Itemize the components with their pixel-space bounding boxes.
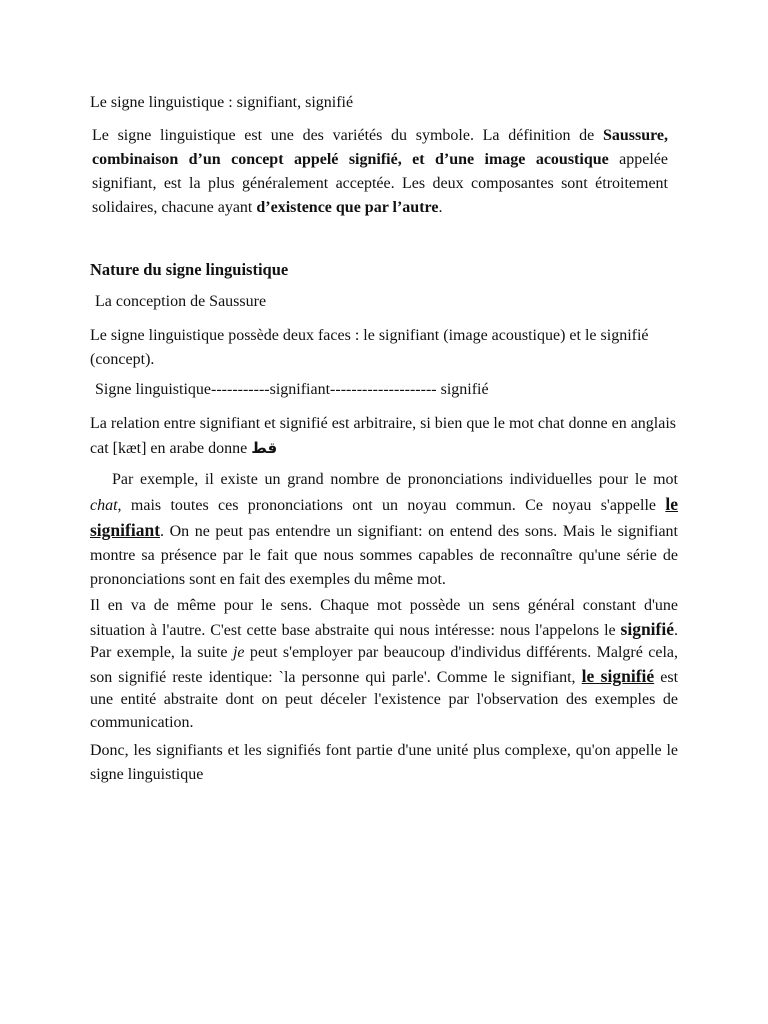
- sens-text-3: peut s'employer par beaucoup d'individus différents. Malgré cela, son signifié reste identique: `la personne qui parle'. Comme le signifiant,: [90, 644, 679, 686]
- intro-text-4: .: [438, 199, 443, 216]
- document-title: Le signe linguistique : signifiant, signifié: [90, 94, 354, 111]
- schema-line: Signe linguistique-----------signifiant-------------------- signifié: [95, 381, 489, 398]
- signifiant-italic-chat: chat: [90, 497, 118, 514]
- intro-bold-existence: d’existence que par l’autre: [256, 199, 439, 216]
- intro-bold-definition: Saussure, combinaison d’un concept appelé signifié, et d’une image acoustique: [92, 127, 669, 168]
- sens-bold-signifie: signifié: [620, 618, 674, 639]
- sens-paragraph: [90, 595, 678, 734]
- signifiant-text-2: , mais toutes ces prononciations ont un noyau commun. Ce noyau s'appelle: [117, 497, 657, 514]
- sens-text-4: est une entité abstraite dont on peut déceler l'existence par l'observation des exemples de communication.: [90, 668, 679, 731]
- signifiant-text-1: Par exemple, il existe un grand nombre de prononciations individuelles pour le mot: [112, 471, 678, 488]
- sens-text-2: . Par exemple, la suite: [90, 621, 678, 661]
- intro-text-1: Le signe linguistique est une des variétés du symbole. La définition de: [92, 127, 595, 144]
- signifiant-text-3: . On ne peut pas entendre un signifiant: on entend des sons. Mais le signifiant montre sa présence par le fait que nous sommes capables de reconnaître qu'une série de prononciations sont en fait des exemples du même mot.: [90, 523, 678, 588]
- faces-paragraph: Le signe linguistique possède deux faces : le signifiant (image acoustique) et le signifié (concept).: [90, 327, 649, 368]
- conception-line: La conception de Saussure: [95, 293, 267, 310]
- intro-text-3: sont étroitement solidaires, chacune ayant: [92, 175, 669, 216]
- sens-italic-je: je: [232, 644, 245, 661]
- sens-text-1: Il en va de même pour le sens. Chaque mot possède un sens général constant d'une situation à l'autre. C'est cette base abstraite qui nous intéresse: nous l'appelons le: [90, 597, 678, 639]
- section-heading: Nature du signe linguistique: [90, 260, 289, 279]
- signifiant-underlined-term: le signifiant: [90, 494, 678, 540]
- arabic-word: قط: [251, 439, 278, 457]
- sens-underlined-term: le signifié: [581, 665, 655, 686]
- intro-text-2: appelée signifiant, est la plus généralement acceptée. Les deux composantes: [92, 151, 669, 192]
- conclusion-paragraph: Donc, les signifiants et les signifiés font partie d'une unité plus complexe, qu'on appelle le signe linguistique: [90, 742, 678, 783]
- signifiant-paragraph: [90, 468, 678, 592]
- relation-text: La relation entre signifiant et signifié est arbitraire, si bien que le mot chat donne en anglais cat [kæt] en arabe donne: [90, 415, 677, 457]
- intro-paragraph: [92, 124, 668, 220]
- relation-paragraph: [90, 412, 690, 461]
